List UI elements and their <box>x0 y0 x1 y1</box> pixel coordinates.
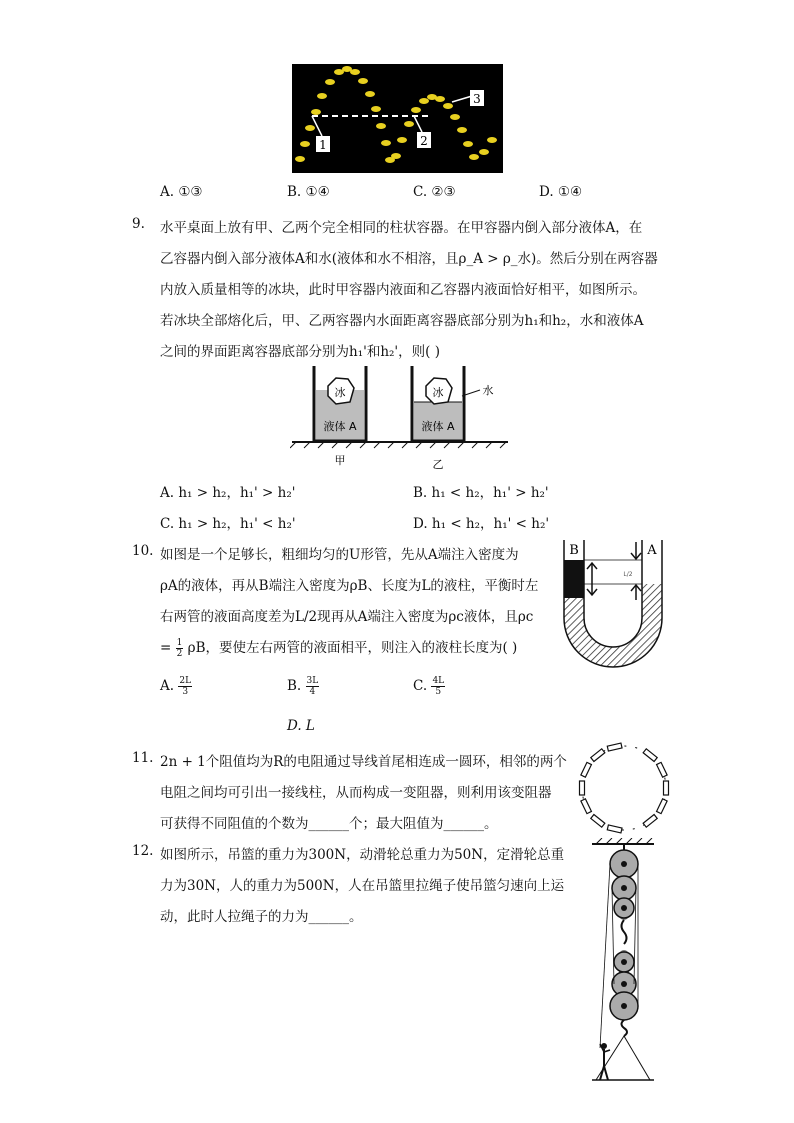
resistor-icon <box>591 749 605 762</box>
q12-number: 12. <box>132 843 154 859</box>
q9-water-label: 水 <box>482 384 494 397</box>
q8-label-2: 2 <box>420 134 428 148</box>
q8-option-a[interactable]: A. ①③ <box>160 184 203 200</box>
resistor-icon <box>591 815 605 828</box>
q10-label-b: B <box>569 543 579 558</box>
q10-figure <box>558 538 668 668</box>
q10-line-2: ρA的液体，再从B端注入密度为ρB、长度为L的液柱，平衡时左 <box>160 578 539 594</box>
q12-line-1: 如图所示，吊篮的重力为300N，动滑轮总重力为50N，定滑轮总重 <box>160 847 565 863</box>
q9-label-yi: 乙 <box>432 458 444 471</box>
resistor-icon <box>664 781 669 795</box>
resistor-icon <box>581 762 592 777</box>
q10-option-d[interactable]: D. L <box>287 718 315 734</box>
q10-line-1: 如图是一个足够长，粗细均匀的U形管，先从A端注入密度为 <box>160 547 519 563</box>
q12-figure-svg <box>588 838 658 1088</box>
resistor-icon <box>607 825 622 833</box>
q9-line-3: 内放入质量相等的冰块，此时甲容器内液面和乙容器内液面恰好相平，如图所示。 <box>160 282 646 298</box>
q10-option-c[interactable]: C. $\frac{4L}{5}$ <box>413 676 445 697</box>
q11-line-2: 电阻之间均可引出一接线柱，从而构成一变阻器，则利用该变阻器 <box>160 785 552 801</box>
q12-figure <box>588 838 658 1088</box>
q10-half-fraction: $\frac{1}{2}$ <box>176 638 183 659</box>
q9-line-5: 之间的界面距离容器底部分别为h₁'和h₂'，则( ) <box>160 344 440 360</box>
q11-line-1: 2n + 1个阻值均为R的电阻通过导线首尾相连成一圆环，相邻的两个 <box>160 754 567 770</box>
resistor-icon <box>657 762 668 777</box>
resistor-icon <box>607 743 622 751</box>
q10-option-b[interactable]: B. $\frac{3L}{4}$ <box>287 676 319 697</box>
q12-line-2: 力为30N，人的重力为500N，人在吊篮里拉绳子使吊篮匀速向上运 <box>160 878 565 894</box>
q9-option-a[interactable]: A. h₁ > h₂，h₁' > h₂' <box>160 485 296 501</box>
q11-line-3: 可获得不同阻值的个数为______个；最大阻值为______。 <box>160 816 498 832</box>
resistor-icon <box>581 799 592 814</box>
q9-figure-svg <box>290 362 510 472</box>
q10-label-a: A <box>647 543 657 558</box>
q11-figure <box>574 738 674 838</box>
resistor-icon <box>643 749 657 762</box>
q10-option-a[interactable]: A. $\frac{2L}{3}$ <box>160 676 192 697</box>
q8-label-3: 3 <box>473 92 481 106</box>
q8-option-d[interactable]: D. ①④ <box>539 184 583 200</box>
q8-figure <box>292 64 503 173</box>
q12-line-3: 动，此时人拉绳子的力为______。 <box>160 909 363 925</box>
resistor-icon <box>580 781 585 795</box>
q8-label-1: 1 <box>319 138 327 152</box>
q10-number: 10. <box>132 543 154 559</box>
q9-option-d[interactable]: D. h₁ < h₂，h₁' < h₂' <box>413 516 550 532</box>
q9-line-1: 水平桌面上放有甲、乙两个完全相同的柱状容器。在甲容器内倒入部分液体A，在 <box>160 220 643 236</box>
q10-label-half: L/2 <box>623 571 633 578</box>
q10-line-4-wrap <box>160 636 517 659</box>
q8-option-c[interactable]: C. ②③ <box>413 184 456 200</box>
q10-figure-svg <box>558 538 668 668</box>
q9-option-c[interactable]: C. h₁ > h₂，h₁' < h₂' <box>160 516 296 532</box>
q10-line-3: 右两管的液面高度差为L/2现再从A端注入密度为ρc液体，且ρc <box>160 609 534 625</box>
resistor-icon <box>657 799 668 814</box>
resistor-icon <box>643 815 657 828</box>
q8-option-b[interactable]: B. ①④ <box>287 184 330 200</box>
q9-ice-left: 冰 <box>334 386 346 399</box>
q8-figure-svg <box>292 64 503 173</box>
q10-eq-prefix: = <box>160 640 172 656</box>
q9-figure <box>290 362 510 472</box>
q11-number: 11. <box>132 750 154 766</box>
q9-liquid-right: 液体 A <box>421 420 455 433</box>
q9-liquid-left: 液体 A <box>323 420 357 433</box>
q10-rho-b: ρB <box>187 640 206 656</box>
q9-option-b[interactable]: B. h₁ < h₂，h₁' > h₂' <box>413 485 549 501</box>
q9-label-jia: 甲 <box>334 454 346 467</box>
q9-line-4: 若冰块全部熔化后，甲、乙两容器内水面距离容器底部分别为h₁和h₂，水和液体A <box>160 313 644 329</box>
q9-line-2: 乙容器内倒入部分液体A和水(液体和水不相溶，且ρ_A > ρ_水)。然后分别在两容器 <box>160 251 658 267</box>
q9-number: 9. <box>132 216 145 232</box>
q10-line-4: ，要使左右两管的液面相平，则注入的液柱长度为( ) <box>205 640 518 656</box>
q9-ice-right: 冰 <box>432 386 444 399</box>
q11-figure-svg <box>574 738 674 838</box>
